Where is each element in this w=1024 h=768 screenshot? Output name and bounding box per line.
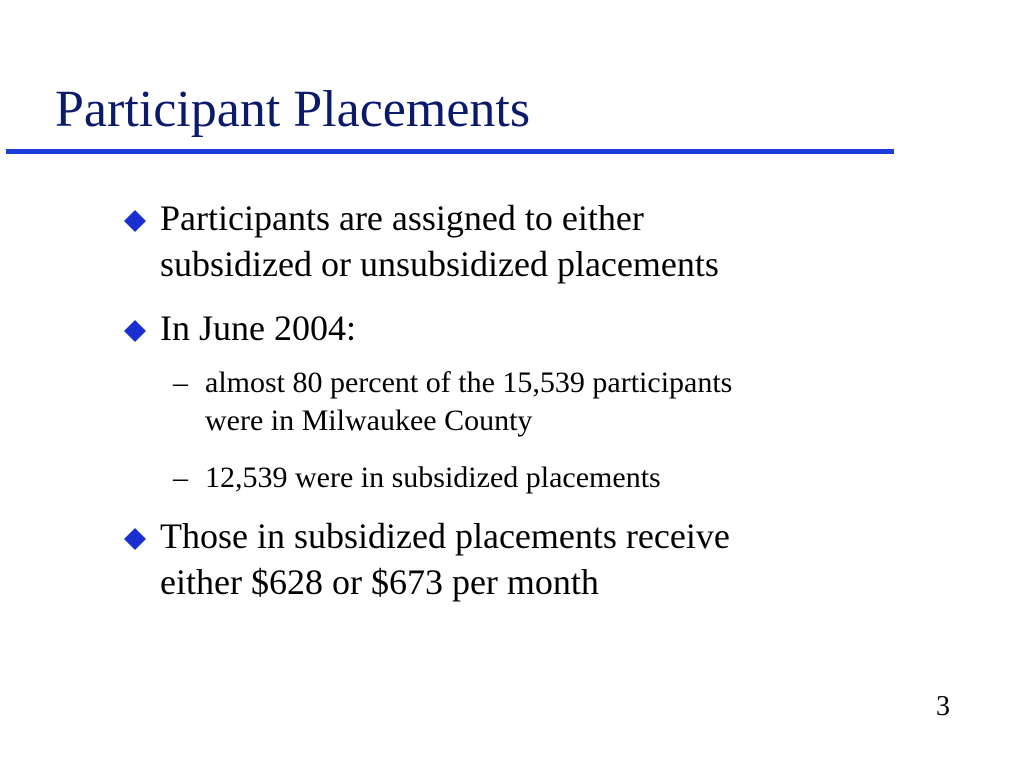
bullet-item	[122, 305, 902, 351]
sub-bullet-item	[173, 364, 933, 440]
bullet-text: Participants are assigned to either subsidized or unsubsidized placements	[160, 198, 719, 284]
page-number: 3	[936, 691, 950, 722]
bullet-item	[122, 195, 902, 287]
dash-marker: –	[173, 461, 188, 494]
bullet-text: Those in subsidized placements receive either $628 or $673 per month	[160, 516, 730, 602]
diamond-bullet-icon	[122, 208, 148, 234]
diamond-bullet-icon	[122, 526, 148, 552]
bullet-item	[122, 513, 902, 605]
diamond-bullet-icon	[122, 318, 148, 344]
slide-title: Participant Placements	[55, 81, 531, 138]
dash-marker: –	[173, 366, 188, 399]
sub-bullet-item	[173, 459, 933, 497]
bullet-text: In June 2004:	[160, 308, 356, 348]
title-underline-rule	[6, 149, 894, 154]
sub-bullet-text: 12,539 were in subsidized placements	[205, 461, 661, 494]
sub-bullet-text: almost 80 percent of the 15,539 participants were in Milwaukee County	[205, 366, 733, 437]
